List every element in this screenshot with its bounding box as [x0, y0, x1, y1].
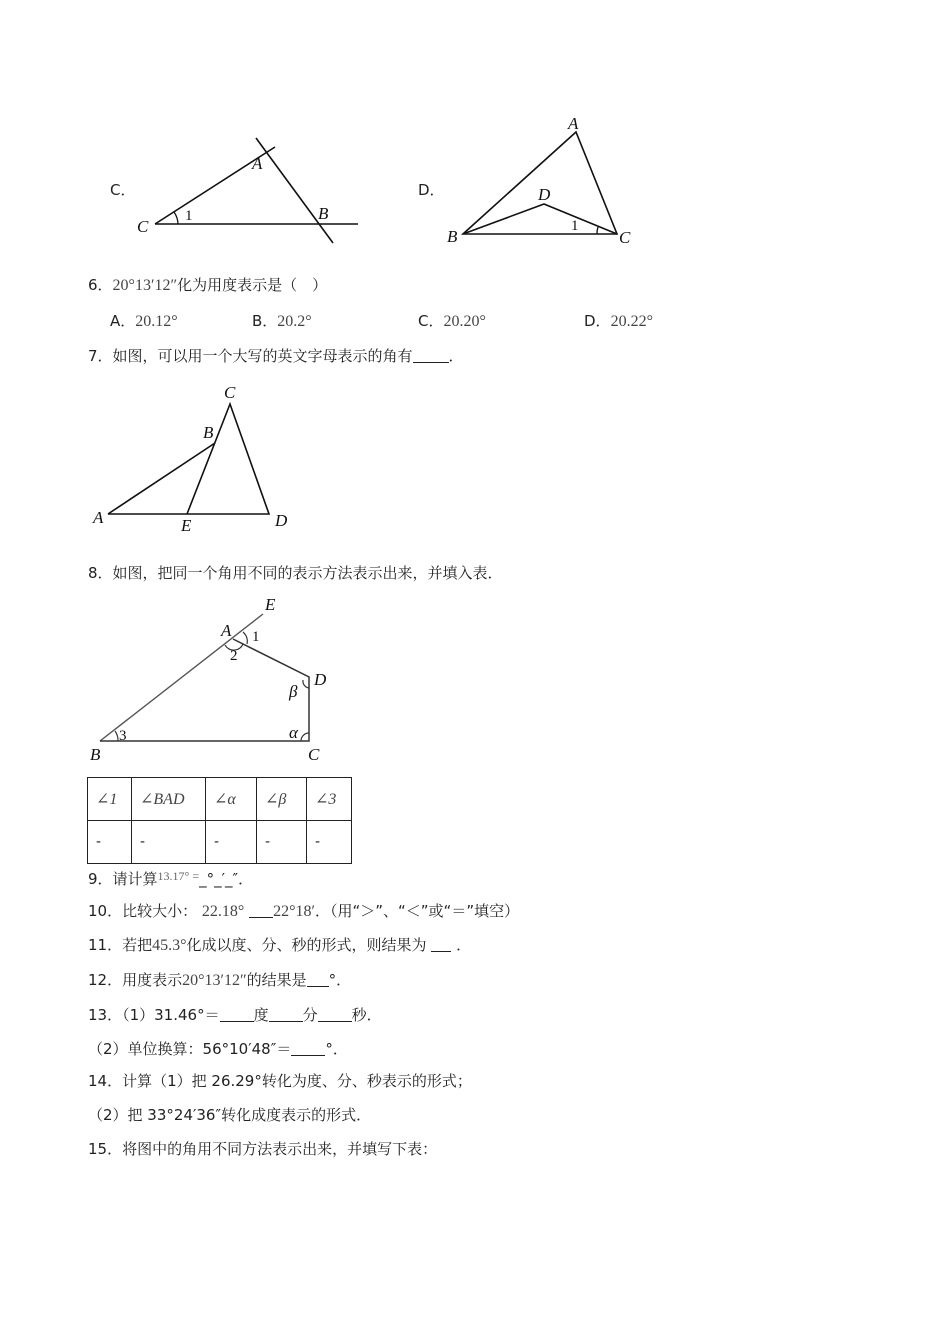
q8-arc-beta [303, 680, 309, 688]
q6-text: 化为用度表示是（ ） [177, 276, 328, 294]
q8-angle-table [87, 777, 352, 864]
q12-answer-blank[interactable] [307, 971, 329, 987]
q7-label-e: E [181, 516, 192, 535]
q8-label-a: A [221, 621, 232, 640]
q8-line-adcb [100, 639, 309, 741]
fig-c-label-c: C [137, 217, 149, 236]
q6-option-d[interactable]: D．20.22° [584, 312, 653, 330]
q13-degree-blank[interactable] [220, 1006, 254, 1022]
q8-line-be [100, 614, 263, 741]
fig-d-label-1: 1 [571, 218, 579, 234]
q6-math: 20°13′12″ [112, 277, 178, 294]
q14-line2: （2）把 33°24′36″转化成度表示的形式． [88, 1106, 372, 1124]
q8-label-2: 2 [230, 648, 238, 664]
table-header-row [88, 778, 352, 821]
q7-label-c: C [224, 383, 236, 402]
q8-label-b: B [90, 745, 101, 764]
q13-line2: （2）单位换算：56°10′48″＝ °． [88, 1040, 348, 1058]
q10-value-b: 22°18′ [273, 903, 315, 920]
q10-value-a: 22.18° [201, 903, 245, 920]
fig-d-label-d: D [538, 185, 551, 204]
table-row [88, 821, 352, 864]
table-header-cell: ∠1 [88, 778, 132, 821]
fig-c-label-a: A [252, 154, 263, 173]
q8-label-c: C [308, 745, 320, 764]
q5-option-c-label: C． [110, 181, 136, 199]
q7-label-d: D [275, 511, 288, 530]
q8-label-d: D [314, 670, 327, 689]
table-answer-cell[interactable]: - [88, 821, 132, 864]
q11-math: 45.3° [152, 937, 187, 954]
table-answer-cell[interactable]: - [206, 821, 257, 864]
q8-label-e: E [265, 595, 276, 614]
q7-label-b: B [203, 423, 214, 442]
table-header-cell: ∠β [257, 778, 307, 821]
q11-stem: 11．若把45.3°化成以度、分、秒的形式，则结果为 ． [88, 936, 472, 954]
q5-option-d-label: D． [418, 181, 445, 199]
q14-line1: 14．计算（1）把 26.29°转化为度、分、秒表示的形式； [88, 1072, 472, 1090]
q8-label-3: 3 [119, 728, 127, 744]
q9-stem: 9．请计算$^{13.17^\circ =}$_°_′_″． [88, 869, 254, 888]
fig-d-label-a: A [568, 114, 579, 133]
fig-d-label-b: B [447, 227, 458, 246]
fig-d-label-c: C [619, 228, 631, 247]
q8-label-beta: β [289, 682, 298, 701]
q12-stem: 12．用度表示20°13′12″的结果是 °． [88, 971, 352, 989]
q7-label-a: A [93, 508, 104, 527]
q10-answer-blank[interactable] [249, 902, 273, 918]
fig-c-label-1: 1 [185, 208, 193, 224]
q7-stem: 7．如图，可以用一个大写的英文字母表示的角有 ． [88, 347, 464, 365]
q12-math: 20°13′12″ [182, 972, 247, 989]
q15-stem: 15．将图中的角用不同方法表示出来，并填写下表： [88, 1140, 438, 1158]
q9-math: 13.17° = [157, 869, 200, 883]
q8-arc-1 [243, 632, 247, 644]
q6-option-a[interactable]: A．20.12° [110, 312, 178, 330]
table-header-cell: ∠3 [307, 778, 352, 821]
table-answer-cell[interactable]: - [132, 821, 206, 864]
fig-c-label-b: B [318, 204, 329, 223]
q8-arc-3 [115, 731, 118, 741]
q8-label-alpha: α [289, 723, 298, 742]
q6-number: 6． [88, 276, 113, 294]
table-header-cell: ∠α [206, 778, 257, 821]
q13-minute-blank[interactable] [269, 1006, 303, 1022]
table-answer-cell[interactable]: - [257, 821, 307, 864]
q6-option-b[interactable]: B．20.2° [252, 312, 312, 330]
q6-option-c[interactable]: C．20.20° [418, 312, 486, 330]
q11-answer-blank[interactable] [431, 936, 451, 952]
q9-answer-blanks[interactable]: _°_′_″ [199, 870, 239, 888]
q8-stem: 8．如图，把同一个角用不同的表示方法表示出来，并填入表． [88, 564, 503, 582]
q10-stem: 10．比较大小： 22.18° 22°18′．（用“＞”、“＜”或“＝”填空） [88, 902, 520, 920]
q13-conversion-blank[interactable] [291, 1040, 325, 1056]
q8-label-1: 1 [252, 629, 260, 645]
q8-arc-alpha [301, 733, 309, 741]
table-header-cell: ∠BAD [132, 778, 206, 821]
q13-second-blank[interactable] [318, 1006, 352, 1022]
table-answer-cell[interactable]: - [307, 821, 352, 864]
q13-line1: 13．（1）31.46°＝ 度 分 秒． [88, 1006, 382, 1024]
